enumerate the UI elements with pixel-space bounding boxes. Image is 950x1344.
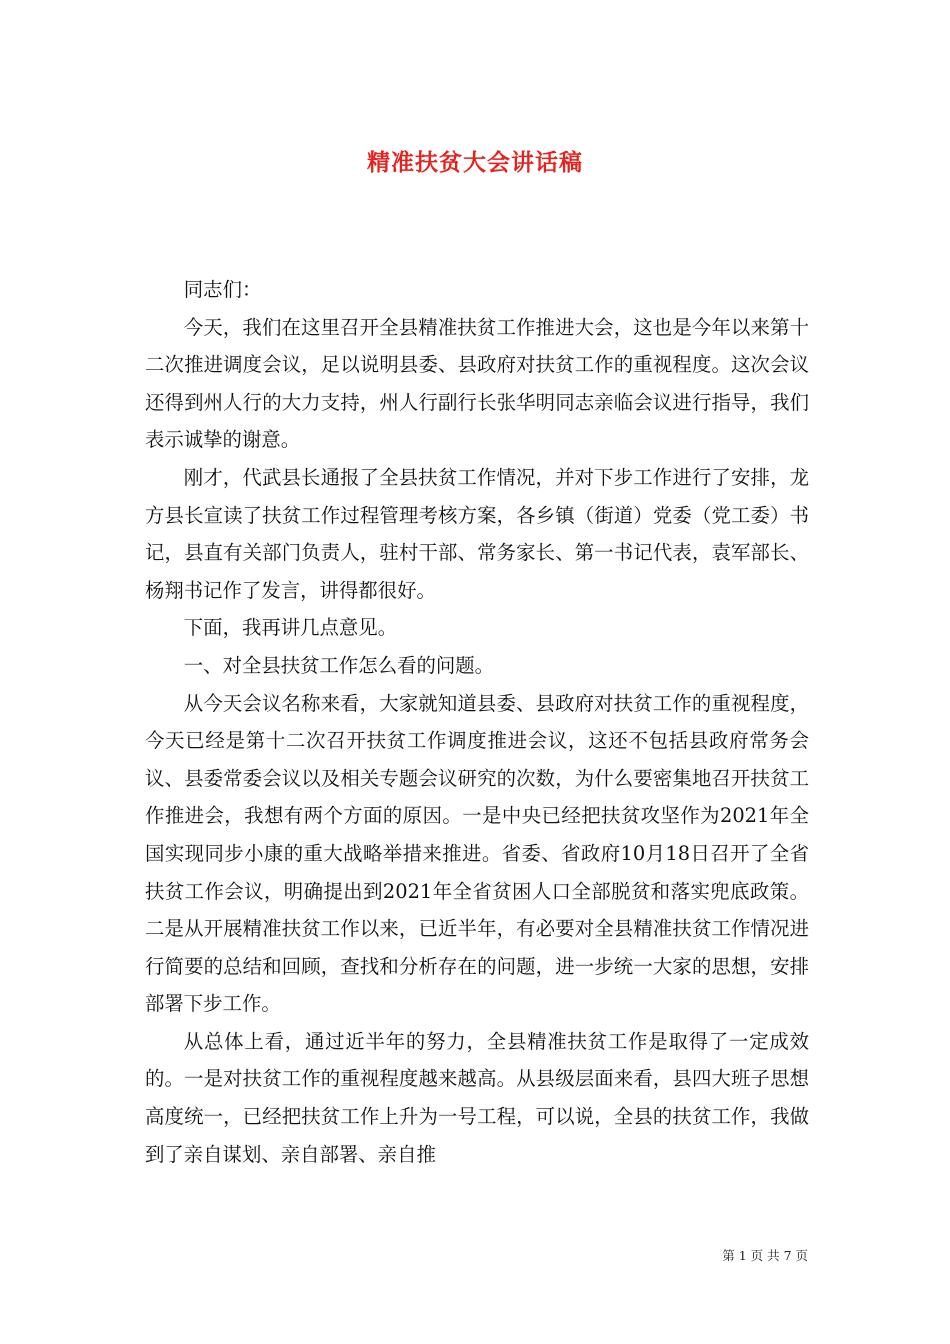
document-body — [145, 271, 809, 1173]
paragraph: 从今天会议名称来看，大家就知道县委、县政府对扶贫工作的重视程度，今天已经是第十二次召开扶贫工作调度推进会议，这还不包括县政府常务会议、县委常委会议以及相关专题会议研究的次数，为什么要密集地召开扶贫工作推进会，我想有两个方面的原因。一是中央已经把扶贫攻坚作为2021年全国实现同步小康的重大战略举措来推进。省委、省政府10月18日召开了全省扶贫工作会议，明确提出到2021年全省贫困人口全部脱贫和落实兜底政策。二是从开展精准扶贫工作以来，已近半年，有必要对全县精准扶贫工作情况进行简要的总结和回顾，查找和分析存在的问题，进一步统一大家的思想，安排部署下步工作。 — [145, 691, 809, 1016]
paragraph: 刚才，代武县长通报了全县扶贫工作情况，并对下步工作进行了安排，龙方县长宣读了扶贫工作过程管理考核方案，各乡镇（街道）党委（党工委）书记，县直有关部门负责人，驻村干部、常务家长、第一书记代表，袁军部长、杨翔书记作了发言，讲得都很好。 — [145, 465, 809, 602]
paragraph: 从总体上看，通过近半年的努力，全县精准扶贫工作是取得了一定成效的。一是对扶贫工作的重视程度越来越高。从县级层面来看，县四大班子思想高度统一，已经把扶贫工作上升为一号工程，可以说，全县的扶贫工作，我做到了亲自谋划、亲自部署、亲自推 — [145, 1029, 809, 1166]
section-heading: 一、对全县扶贫工作怎么看的问题。 — [183, 653, 495, 677]
paragraph: 下面，我再讲几点意见。 — [183, 616, 398, 640]
paragraph-salutation: 同志们： — [183, 278, 262, 301]
page-number: 第 1 页 共 7 页 — [722, 1248, 808, 1263]
document-title: 精准扶贫大会讲话稿 — [367, 149, 583, 177]
paragraph: 今天，我们在这里召开全县精准扶贫工作推进大会，这也是今年以来第十二次推进调度会议，足以说明县委、县政府对扶贫工作的重视程度。这次会议还得到州人行的大力支持，州人行副行长张华明同志亲临会议进行指导，我们表示诚挚的谢意。 — [145, 315, 809, 452]
